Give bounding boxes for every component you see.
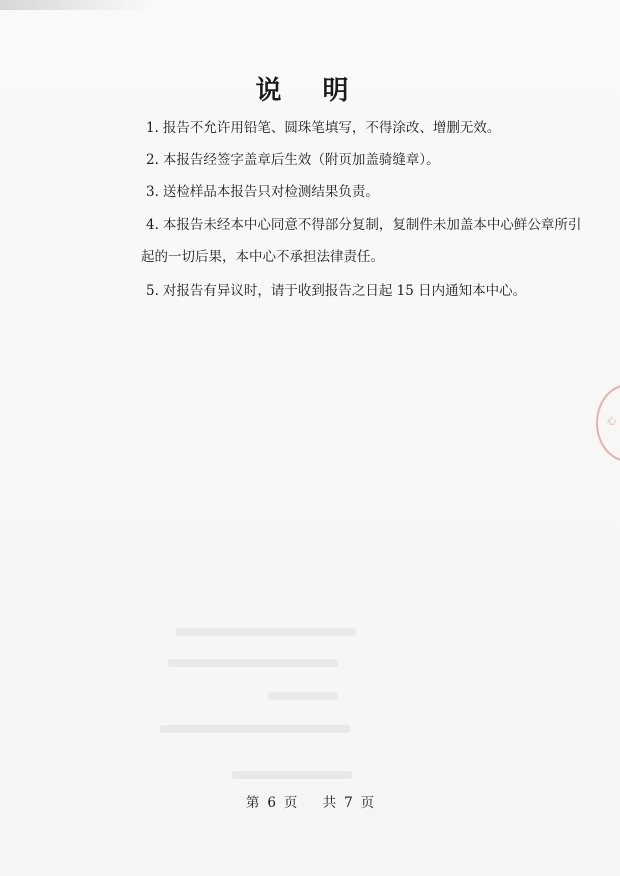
total-prefix: 共 xyxy=(322,795,337,811)
note-item-4-continuation xyxy=(141,248,384,266)
page-footer xyxy=(0,791,620,811)
note-text: 送检样品本报告只对检测结果负责。 xyxy=(162,184,379,200)
page-unit: 页 xyxy=(283,795,298,811)
note-number: 3. xyxy=(146,184,159,200)
note-text: 起的一切后果，本中心不承担法律责任。 xyxy=(141,249,384,265)
seal-character: 心 xyxy=(606,417,616,427)
note-item-5 xyxy=(146,282,526,300)
note-number: 1. xyxy=(146,120,159,136)
show-through-line xyxy=(160,725,350,733)
show-through-line xyxy=(168,659,338,667)
page-prefix: 第 xyxy=(245,795,260,811)
note-number: 5. xyxy=(146,283,159,299)
note-item-3 xyxy=(146,183,379,201)
note-item-4 xyxy=(146,216,581,234)
note-text: 对报告有异议时，请于收到报告之日起 15 日内通知本中心。 xyxy=(162,283,527,299)
note-text: 本报告未经本中心同意不得部分复制，复制件未加盖本中心鲜公章所引 xyxy=(162,217,582,233)
show-through-line xyxy=(232,771,352,779)
scan-smudge xyxy=(0,0,150,10)
show-through-line xyxy=(268,692,338,700)
document-title: 说 明 xyxy=(255,76,365,106)
total-unit: 页 xyxy=(360,795,375,811)
note-number: 2. xyxy=(146,152,159,168)
show-through-line xyxy=(176,628,356,636)
note-item-1 xyxy=(146,119,500,137)
note-number: 4. xyxy=(146,217,159,233)
total-pages: 7 xyxy=(344,795,353,811)
note-text: 本报告经签字盖章后生效（附页加盖骑缝章）。 xyxy=(162,152,440,168)
page-number: 6 xyxy=(267,795,276,811)
note-item-2 xyxy=(146,151,440,169)
note-text: 报告不允许用铅笔、圆珠笔填写，不得涂改、增删无效。 xyxy=(162,120,501,136)
